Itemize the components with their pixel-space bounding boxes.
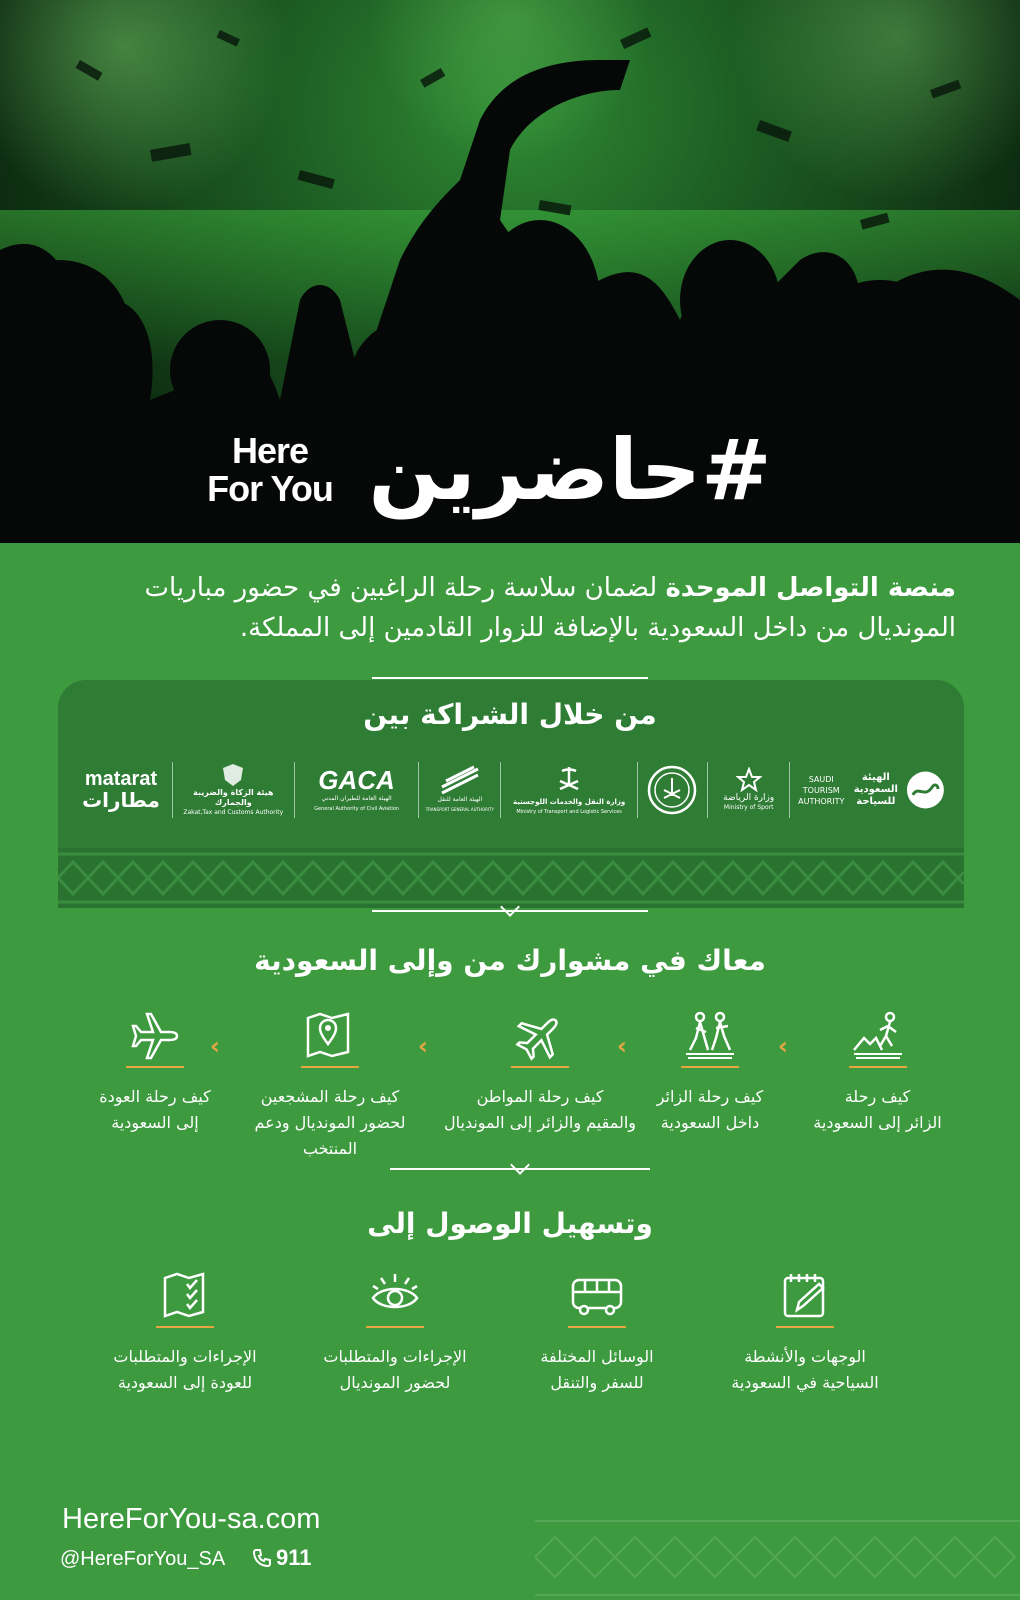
partners-divider (372, 677, 648, 679)
sta-emblem-icon (905, 769, 946, 811)
notepad-icon (777, 1270, 833, 1322)
logo-separator (707, 762, 708, 818)
gaca-logo (301, 766, 413, 814)
access-item-destinations[interactable] (720, 1270, 890, 1396)
hero-title (0, 420, 1020, 530)
journey-item-domestic[interactable] (625, 1010, 795, 1136)
zatca-logo (178, 762, 288, 818)
ministry-of-transport-logo (507, 763, 631, 817)
sport-en: Ministry of Sport (723, 804, 774, 811)
bus-icon (569, 1270, 625, 1322)
journey-item-worldcup[interactable] (440, 1010, 640, 1136)
logo-separator (418, 762, 419, 818)
tga-stripes-icon (438, 765, 482, 795)
tga-en: TRANSPORT GENERAL AUTHORITY (425, 807, 494, 812)
access-item-label: الإجراءات والمتطلبات لحضور المونديال (323, 1347, 467, 1392)
return-plane-icon (127, 1010, 183, 1062)
access-divider-notch (510, 1155, 530, 1175)
phone-icon (252, 1548, 272, 1568)
access-list (60, 1270, 960, 1400)
matarat-logo (76, 769, 166, 811)
intro-bold: منصة التواصل الموحدة (665, 573, 956, 603)
chevron-left-icon: ‹ (778, 1032, 788, 1060)
footer-sadu-pattern (535, 1515, 1020, 1600)
access-item-return-requirements[interactable] (100, 1270, 270, 1396)
journey-item-label: كيف رحلة المواطن والمقيم والزائر إلى المونديال (443, 1087, 637, 1132)
wordmark-line-2: For You (207, 468, 333, 509)
accent-underline (156, 1326, 214, 1328)
accent-underline (511, 1066, 569, 1068)
website-link[interactable]: HereForYou-sa.com (62, 1503, 321, 1535)
hashtag-ar: #حاضرين (368, 421, 772, 519)
eye-icon (367, 1270, 423, 1322)
interior-emblem-icon (646, 764, 698, 816)
accent-underline (301, 1066, 359, 1068)
journey-list (60, 1010, 960, 1158)
sta-en: SAUDI TOURISM AUTHORITY (798, 774, 845, 806)
journey-item-label: كيف رحلة الزائر داخل السعودية (656, 1087, 764, 1132)
chevron-left-icon: ‹ (210, 1032, 220, 1060)
access-title: وتسهيل الوصول إلى (367, 1207, 653, 1240)
intro-paragraph (60, 568, 956, 648)
gaca-ar: الهيئة العامة للطيران المدني (321, 795, 392, 802)
zatca-emblem-icon (219, 762, 247, 788)
chevron-left-icon: ‹ (418, 1032, 428, 1060)
access-item-worldcup-requirements[interactable] (310, 1270, 480, 1396)
mot-en: Ministry of Transport and Logistic Services (516, 809, 622, 815)
mot-ar: وزارة النقل والخدمات اللوجستية (512, 798, 626, 806)
map-pin-icon (302, 1010, 358, 1062)
zatca-ar: هيئة الزكاة والضريبة والجمارك (193, 788, 274, 807)
here-for-you-wordmark (200, 432, 340, 508)
ministry-of-sport-logo (714, 767, 784, 813)
transport-general-authority-logo (425, 765, 495, 815)
palm-swords-icon (554, 763, 584, 797)
zatca-en: Zakat,Tax and Customs Authority (183, 809, 284, 816)
logo-separator (500, 762, 501, 818)
logo-separator (637, 762, 638, 818)
chevron-left-icon: ‹ (617, 1032, 627, 1060)
journey-item-label: كيف رحلة الزائر إلى السعودية (813, 1087, 942, 1132)
hiking-icon (850, 1010, 906, 1062)
hero-banner (0, 0, 1020, 543)
partners-title: من خلال الشراكة بين (363, 698, 657, 731)
journey-item-fans[interactable] (235, 1010, 425, 1162)
gaca-en-small: General Authority of Civil Aviation (314, 806, 399, 812)
matarat-en: matarat (84, 768, 158, 790)
access-item-label: الوجهات والأنشطة السياحية في السعودية (731, 1347, 879, 1392)
intro-rest: لضمان سلاسة رحلة الراغبين في حضور مباريات المونديال من داخل السعودية بالإضافة للزوار القادمين إلى المملكة. (144, 573, 956, 643)
logo-separator (172, 762, 173, 818)
sport-star-icon (736, 767, 762, 793)
sta-ar: الهيئة السعودية للسياحة (853, 772, 898, 807)
gaca-en: GACA (318, 765, 395, 795)
accent-underline (568, 1326, 626, 1328)
logo-separator (294, 762, 295, 818)
journey-item-return[interactable] (60, 1010, 250, 1136)
access-item-label: الوسائل المختلفة للسفر والتنقل (540, 1347, 654, 1392)
journey-item-label: كيف رحلة المشجعين لحضور المونديال ودعم المنتخب (254, 1087, 406, 1158)
accent-underline (126, 1066, 184, 1068)
accent-underline (681, 1066, 739, 1068)
ministry-of-interior-emblem (643, 764, 701, 816)
travelers-icon (682, 1010, 738, 1062)
checklist-map-icon (157, 1270, 213, 1322)
matarat-ar: مطارات (82, 788, 160, 812)
journey-title: معاك في مشوارك من وإلى السعودية (254, 944, 766, 977)
logo-separator (789, 762, 790, 818)
phone-number-text: 911 (276, 1545, 312, 1570)
journey-item-label: كيف رحلة العودة إلى السعودية (99, 1087, 211, 1132)
accent-underline (849, 1066, 907, 1068)
airplane-icon (512, 1010, 568, 1062)
access-item-label: الإجراءات والمتطلبات للعودة إلى السعودية (113, 1347, 257, 1392)
partners-panel (58, 680, 964, 908)
saudi-tourism-authority-logo (796, 769, 946, 811)
access-item-transport[interactable] (522, 1270, 672, 1396)
social-handle[interactable]: @HereForYou_SA (60, 1548, 226, 1570)
tga-ar: الهيئة العامة للنقل (437, 796, 483, 803)
accent-underline (776, 1326, 834, 1328)
journey-item-visitor[interactable] (795, 1010, 960, 1136)
wordmark-line-1: Here (231, 430, 309, 471)
partner-logos (76, 750, 946, 830)
accent-underline (366, 1326, 424, 1328)
phone-number[interactable] (252, 1545, 312, 1571)
sport-ar: وزارة الرياضة (723, 793, 775, 803)
